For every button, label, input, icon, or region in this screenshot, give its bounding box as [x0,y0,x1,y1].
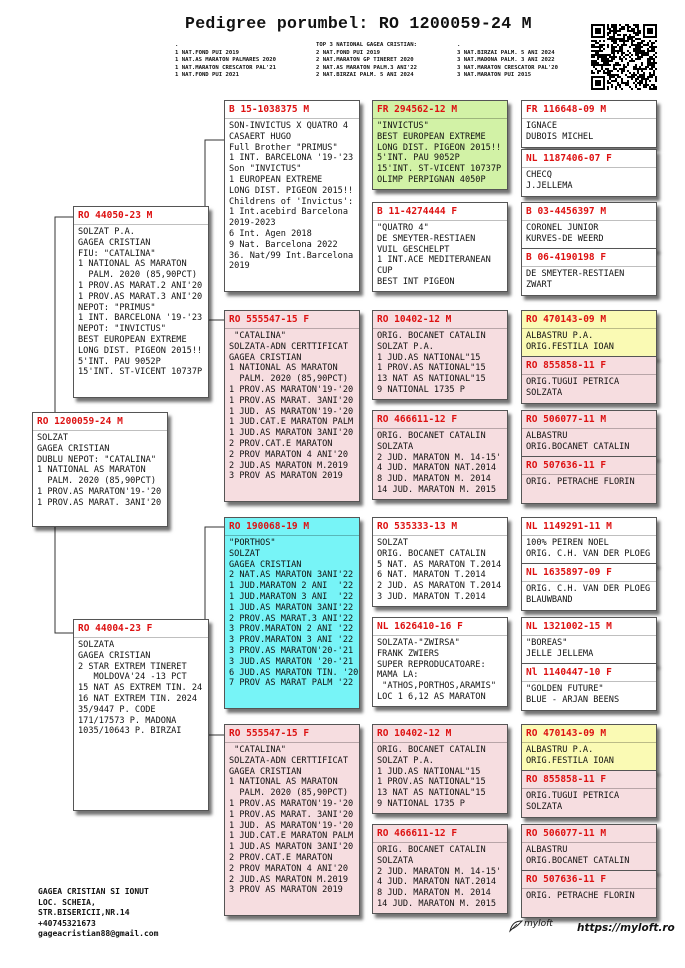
detail-line: 35/9447 P. CODE [78,704,156,715]
ring-number: RO 10402-12 M [377,314,452,325]
pigeon-details [522,888,656,904]
detail-line: 2 PROV.CAT.E MARATON [229,852,333,863]
pigeon-card[interactable] [372,517,508,607]
detail-line: 1 JUD.AS MARATON 3ANI'22 [229,602,354,613]
myloft-logo-text: myloft [524,919,553,929]
owner-line: LOC. SCHEIA, [38,897,96,907]
detail-line: GAGEA CRISTIAN [229,766,302,777]
pigeon-details [373,328,507,398]
detail-line: 4 JUD. MARATON NAT.2014 [377,463,496,474]
detail-line: KURVES-DE WEERD [526,233,604,244]
detail-line: 1 JUD. AS MARATON'19-'20 [229,820,354,831]
pigeon-details [373,428,507,498]
ring-number: RO 855858-11 F [526,360,607,371]
detail-line: LONG DIST. PIGEON 2015!! [377,142,502,153]
detail-line: Son "INVICTUS" [229,164,302,175]
website-link[interactable]: https://myloft.ro [577,922,675,934]
detail-line: SOLZAT [229,548,261,559]
detail-line: 13 NAT AS NATIONAL"15 [377,788,486,799]
detail-line: 2 PROV MARATON 4 ANI'20 [229,449,348,460]
detail-line: PALM. 2020 (85,90PCT) [229,374,348,385]
detail-line: ALBASTRU P.A. [526,745,594,755]
ring-number: RO 555547-15 F [229,314,310,325]
detail-line: JELLE JELLEMA [526,648,594,659]
ring-number: RO 1200059-24 M [37,416,123,427]
detail-line: "ATHOS,PORTHOS,ARAMIS" [377,681,496,692]
detail-line: SOLZAT P.A. [377,755,434,766]
ring-number: FR 294562-12 M [377,104,458,115]
pigeon-details [225,118,359,274]
detail-line: 1 JUD.AS MARATON 3ANI'20 [229,842,354,853]
ring-number: NL 1635897-09 F [526,567,612,578]
pigeon-details [522,167,656,194]
result-line: 2 NAT.FOND PUI 2019 [316,49,380,56]
detail-line: 9 NATIONAL 1735 P [377,798,465,809]
detail-line: 13 NAT AS NATIONAL"15 [377,374,486,385]
result-line: 2 NAT.AS MARATON PALM.3 ANI'22 [316,64,418,71]
detail-line: ORIG. BOCANET CATALIN [377,431,486,441]
detail-line: DUBLU NEPOT: "CATALINA" [37,454,156,465]
ring-number: B 15-1038375 M [229,104,310,115]
detail-line: SOLZATA [377,441,414,452]
detail-line: NEPOT: "PRIMUS" [78,302,156,313]
detail-line: "QUATRO 4" [377,223,429,233]
pigeon-card[interactable] [521,724,657,772]
result-line: 3 NAT.MADONA PALM. 3 ANI 2022 [457,57,555,64]
pigeon-card[interactable] [32,412,168,527]
detail-line: ORIG.FESTILA IOAN [526,755,614,766]
detail-line: 15'INT. ST-VICENT 10737P [377,164,502,175]
pigeon-details [373,842,507,912]
detail-line: "CATALINA" [229,745,286,755]
pigeon-card[interactable] [521,870,657,918]
detail-line: 2019 [229,261,250,272]
pigeon-card[interactable] [521,202,657,250]
detail-line: GAGEA CRISTIAN [229,559,302,570]
detail-line: CORONEL JUNIOR [526,223,599,233]
pigeon-card[interactable] [73,619,209,811]
detail-line: ORIG.TUGUI PETRICA [526,791,620,801]
result-line: 3 NAT.MARATON PUI 2015 [457,72,532,79]
detail-line: 1 JUD.AS MARATON 3ANI'20 [229,428,354,439]
detail-line: 1 PROV.AS MARAT. 3ANI'20 [37,497,162,508]
detail-line: 6 NAT. MARATON T.2014 [377,570,486,581]
detail-line: ALBASTRU P.A. [526,331,594,341]
pigeon-details [522,681,656,708]
owner-line: GAGEA CRISTIAN SI IONUT [38,887,149,896]
pigeon-card[interactable] [521,100,657,148]
pigeon-card[interactable] [521,617,657,665]
detail-line: 1 JUD.CAT.E MARATON PALM [229,417,354,428]
detail-line: SON-INVICTUS X QUATRO 4 [229,121,348,131]
detail-line: 1 INT.ACE MEDITERANEAN [377,255,491,266]
pigeon-details [522,535,656,562]
detail-line: PALM. 2020 (85,90PCT) [78,270,197,281]
detail-line: ORIG. PETRACHE FLORIN [526,891,635,901]
result-line: 3 NAT.MARATON CRESCATOR PAL'20 [457,64,559,71]
pigeon-card[interactable] [521,310,657,358]
detail-line: 6 JUD.AS MARATON TIN. '20 [229,667,359,678]
detail-line: BEST INT PIGEON [377,276,455,287]
detail-line: 16 NAT EXTREM TIN. 2024 [78,693,197,704]
detail-line: VUIL GESCHELPT [377,244,450,255]
detail-line: DE SMEYTER-RESTIAEN [526,269,625,279]
pigeon-details [74,637,208,739]
ring-number: RO 190068-19 M [229,521,310,532]
ring-number: B 06-4190198 F [526,252,607,263]
detail-line: 1 INT. BARCELONA '19-'23 [78,313,203,324]
pigeon-details [225,535,359,691]
ring-number: RO 506077-11 M [526,414,607,425]
ring-number: Nl 1140447-10 F [526,667,612,678]
detail-line: 2 PROV MARATON 4 ANI'20 [229,863,348,874]
detail-line: ORIG.FESTILA IOAN [526,341,614,352]
detail-line: MOLDOVA'24 -13 PCT [78,672,187,683]
detail-line: "PORTHOS" [229,538,276,548]
ring-number: NL 1321002-15 M [526,621,612,632]
detail-line: 1 NATIONAL AS MARATON [37,465,146,476]
detail-line: 1 PROV.AS MARATON'19-'20 [229,798,354,809]
detail-line: J.JELLEMA [526,180,573,191]
pigeon-card[interactable] [521,410,657,458]
detail-line: 1 INT. BARCELONA '19-'23 [229,153,354,164]
ring-number: B 03-4456397 M [526,206,607,217]
detail-line: 1 JUD.MARATON 2 ANI '22 [229,581,354,592]
detail-line: 2 JUD.AS MARATON M.2019 [229,874,348,885]
detail-line: 4 JUD. MARATON NAT.2014 [377,877,496,888]
pigeon-details [373,635,507,705]
pigeon-details [522,220,656,247]
detail-line: 7 PROV AS MARAT PALM '22 [229,678,354,689]
detail-line: 1 PROV.AS NATIONAL"15 [377,777,486,788]
detail-line: SOLZAT P.A. [377,341,434,352]
detail-line: 6 Int. Agen 2018 [229,228,312,239]
detail-line: ORIG. PETRACHE FLORIN [526,477,635,487]
detail-line: "CATALINA" [229,331,286,341]
detail-line: 1 EUROPEAN EXTREME [229,174,323,185]
detail-line: 1 PROV.AS NATIONAL"15 [377,363,486,374]
detail-line: ORIG. C.H. VAN DER PLOEG [526,584,651,594]
detail-line: 5 NAT. AS MARATON T.2014 [377,559,502,570]
pigeon-details [522,842,656,869]
detail-line: 3 PROV.AS MARATON'20-'21 [229,645,354,656]
detail-line: SOLZATA [526,387,563,398]
pigeon-card[interactable] [224,517,360,709]
pigeon-details [373,535,507,605]
detail-line: IGNACE [526,121,558,131]
result-line: 3 NAT.BIRZAI PALM. 5 ANI 2024 [457,49,555,56]
detail-line: 2 PROV.CAT.E MARATON [229,438,333,449]
detail-line: 2 JUD. MARATON M. 14-15' [377,452,502,463]
detail-line: 3 PROV AS MARATON 2019 [229,471,343,482]
detail-line: 3 JUD.AS MARATON '20-'21 [229,656,354,667]
pigeon-details [74,224,208,380]
detail-line: 3 PROV AS MARATON 2019 [229,885,343,896]
pigeon-card[interactable] [521,356,657,404]
pigeon-details [522,581,656,608]
ring-number: NL 1626410-16 F [377,621,463,632]
detail-line: ORIG.BOCANET CATALIN [526,441,630,452]
ring-number: RO 466611-12 F [377,414,458,425]
owner-line: gageacristian88@gmail.com [38,929,159,939]
detail-line: 2 JUD.AS MARATON M.2019 [229,460,348,471]
detail-line: BLUE - ARJAN BEENS [526,694,620,705]
ring-number: RO 470143-09 M [526,728,607,739]
ring-number: RO 10402-12 M [377,728,452,739]
owner-line: +40745321673 [38,918,96,928]
detail-line: 8 JUD. MARATON M. 2014 [377,888,491,899]
pigeon-card[interactable] [372,824,508,914]
pigeon-details [522,428,656,455]
detail-line: 15'INT. ST-VICENT 10737P [78,367,203,378]
result-line: 2 NAT.MARATON GP TINERET 2020 [316,57,414,64]
page-title: Pedigree porumbel: RO 1200059-24 M [185,14,532,33]
pigeon-card[interactable] [521,824,657,872]
detail-line: 1 NATIONAL AS MARATON [229,363,338,374]
pigeon-details [225,328,359,484]
ring-number: FR 116648-09 M [526,104,607,115]
detail-line: 3 PROV.MARATON 2 ANI '22 [229,624,354,635]
detail-line: SOLZAT [37,433,69,443]
detail-line: CUP [377,266,393,277]
detail-line: 1 JUD. AS MARATON'19-'20 [229,406,354,417]
pigeon-card[interactable] [73,206,209,398]
detail-line: 3 PROV.MARATON 3 ANI '22 [229,635,354,646]
detail-line: 1 JUD.AS NATIONAL"15 [377,766,481,777]
detail-line: 1035/10643 P. BIRZAI [78,726,182,737]
detail-line: NEPOT: "INVICTUS" [78,324,166,335]
pigeon-card[interactable] [521,517,657,565]
detail-line: ORIG.BOCANET CATALIN [526,855,630,866]
detail-line: SOLZATA-"ZWIRSA" [377,638,460,648]
detail-line: DE SMEYTER-RESTIAEN [377,233,476,244]
detail-line: OLIMP PERPIGNAN 4050P [377,174,486,185]
detail-line: 1 PROV.AS MARAT.2 ANI'20 [78,280,203,291]
detail-line: 5'INT. PAU 9052P [377,153,460,164]
detail-line: "GOLDEN FUTURE" [526,684,604,694]
pigeon-card[interactable] [224,310,360,502]
detail-line: GAGEA CRISTIAN [78,237,151,248]
detail-line: SOLZATA [78,640,115,650]
detail-line: 36. Nat/99 Int.Barcelona [229,250,354,261]
detail-line: LOC 1 6,12 AS MARATON [377,691,486,702]
ring-number: B 11-4274444 F [377,206,458,217]
ring-number: RO 44004-23 F [78,623,153,634]
detail-line: Childrens of 'Invictus': [229,196,354,207]
pigeon-details [522,118,656,145]
detail-line: 2 JUD. MARATON M. 14-15' [377,866,502,877]
detail-line: ORIG. BOCANET CATALIN [377,548,486,559]
pigeon-details [522,635,656,662]
owner-contact [38,887,158,940]
detail-line: ALBASTRU [526,431,568,441]
pigeon-card[interactable] [372,617,508,707]
detail-line: LONG DIST. PIGEON 2015!! [78,345,203,356]
pigeon-card[interactable] [372,724,508,814]
detail-line: 15 NAT AS EXTREM TIN. 24 [78,683,203,694]
detail-line: 3 JUD. MARATON T.2014 [377,591,486,602]
result-line: 1 NAT.AS MARATON PALMARES 2020 [175,57,277,64]
pigeon-card[interactable] [521,770,657,818]
owner-line: STR.BISERICII,NR.14 [38,908,130,918]
detail-line: BEST EUROPEAN EXTREME [377,131,486,142]
pigeon-details [522,474,656,490]
detail-line: 1 PROV.AS MARATON'19-'20 [37,486,162,497]
detail-line: CASAERT HUGO [229,131,292,142]
pigeon-card[interactable] [224,100,360,292]
detail-line: "BOREAS" [526,638,568,648]
detail-line: 2 STAR EXTREM TINERET [78,661,187,672]
detail-line: 1 JUD.MARATON 3 ANI '22 [229,591,354,602]
detail-line: 14 JUD. MARATON M. 2015 [377,484,496,495]
ring-number: RO 535333-13 M [377,521,458,532]
pigeon-details [522,266,656,293]
pigeon-card[interactable] [521,149,657,197]
ring-number: RO 855858-11 F [526,774,607,785]
pigeon-details [522,742,656,769]
result-line: . [175,42,179,48]
detail-line: 1 NATIONAL AS MARATON [229,777,338,788]
detail-line: 2 NAT.AS MARATON 3ANI'22 [229,570,354,581]
detail-line: SOLZAT [377,538,409,548]
pigeon-card[interactable] [521,456,657,504]
detail-line: PALM. 2020 (85,90PCT) [37,476,156,487]
detail-line: MAMA LA: [377,670,419,681]
pigeon-details [522,374,656,401]
detail-line: 1 JUD.AS NATIONAL"15 [377,352,481,363]
detail-line: 1 PROV.AS MARAT. 3ANI'20 [229,395,354,406]
detail-line: 5'INT. PAU 9052P [78,356,161,367]
detail-line: 1 PROV.AS MARATON'19-'20 [229,384,354,395]
detail-line: 14 JUD. MARATON M. 2015 [377,898,496,909]
pigeon-card[interactable] [521,663,657,711]
detail-line: FIU: "CATALINA" [78,248,156,259]
result-line: 1 NAT.FOND PUI 2021 [175,72,239,79]
pigeon-details [522,328,656,355]
detail-line: ZWART [526,279,552,290]
pigeon-details [373,220,507,290]
detail-line: ORIG. BOCANET CATALIN [377,745,486,755]
pigeon-details [33,430,167,511]
result-line: 2 NAT.BIRZAI PALM. 5 ANI 2024 [316,72,414,79]
detail-line: 1 PROV.AS MARAT. 3ANI'20 [229,809,354,820]
detail-line: ORIG. BOCANET CATALIN [377,331,486,341]
detail-line: ORIG.TUGUI PETRICA [526,377,620,387]
detail-line: ORIG. BOCANET CATALIN [377,845,486,855]
detail-line: 2 PROV.AS MARAT.3 ANI'22 [229,613,354,624]
detail-line: 1 JUD.CAT.E MARATON PALM [229,831,354,842]
detail-line: 8 JUD. MARATON M. 2014 [377,474,491,485]
result-line: 1 NAT.MARATON CRESCATOR PAL'21 [175,64,277,71]
pigeon-details [522,788,656,815]
result-line: . [457,42,461,48]
pigeon-card[interactable] [372,310,508,400]
detail-line: 9 Nat. Barcelona 2022 [229,239,338,250]
detail-line: 2 JUD. AS MARATON T.2014 [377,581,502,592]
detail-line: 1 Int.acebird Barcelona [229,207,348,218]
pigeon-card[interactable] [372,410,508,500]
pigeon-details [373,742,507,812]
detail-line: 2019-2023 [229,218,276,229]
detail-line: SUPER REPRODUCATOARE: [377,659,486,670]
detail-line: SOLZATA-ADN CERTTIFICAT [229,755,348,766]
detail-line: GAGEA CRISTIAN [229,352,302,363]
detail-line: ALBASTRU [526,845,568,855]
detail-line: 1 NATIONAL AS MARATON [78,259,187,270]
detail-line: Full Brother "PRIMUS" [229,142,338,153]
detail-line: PALM. 2020 (85,90PCT) [229,788,348,799]
detail-line: DUBOIS MICHEL [526,131,594,142]
ring-number: RO 466611-12 F [377,828,458,839]
detail-line: 100% PEIREN NOEL [526,538,609,548]
detail-line: 1 PROV.AS MARAT.3 ANI'20 [78,291,203,302]
pigeon-details [373,118,507,188]
ring-number: RO 44050-23 M [78,210,153,221]
ring-number: RO 470143-09 M [526,314,607,325]
detail-line: ORIG. C.H. VAN DER PLOEG [526,548,651,559]
detail-line: SOLZATA-ADN CERTTIFICAT [229,341,348,352]
detail-line: GAGEA CRISTIAN [37,443,110,454]
detail-line: GAGEA CRISTIAN [78,650,151,661]
ring-number: RO 555547-15 F [229,728,310,739]
pigeon-card[interactable] [372,100,508,190]
ring-number: RO 506077-11 M [526,828,607,839]
pigeon-card[interactable] [372,202,508,292]
pigeon-card[interactable] [521,248,657,296]
detail-line: BEST EUROPEAN EXTREME [78,334,187,345]
detail-line: SOLZAT P.A. [78,227,135,237]
detail-line: FRANK ZWIERS [377,648,440,659]
ring-number: NL 1187406-07 F [526,153,612,164]
detail-line: SOLZATA [377,855,414,866]
pigeon-card[interactable] [521,563,657,611]
ring-number: RO 507636-11 F [526,460,607,471]
ring-number: RO 507636-11 F [526,874,607,885]
result-line: 1 NAT.FOND PUI 2019 [175,49,239,56]
detail-line: BLAUWBAND [526,594,573,605]
detail-line: 171/17573 P. MADONA [78,715,177,726]
detail-line: LONG DIST. PIGEON 2015!! [229,185,354,196]
result-line: TOP 3 NATIONAL GAGEA CRISTIAN: [316,42,418,48]
ring-number: NL 1149291-11 M [526,521,612,532]
pigeon-card[interactable] [224,724,360,916]
detail-line: CHECQ [526,170,552,180]
detail-line: 9 NATIONAL 1735 P [377,384,465,395]
detail-line: "INVICTUS" [377,121,429,131]
detail-line: SOLZATA [526,801,563,812]
pigeon-details [225,742,359,898]
